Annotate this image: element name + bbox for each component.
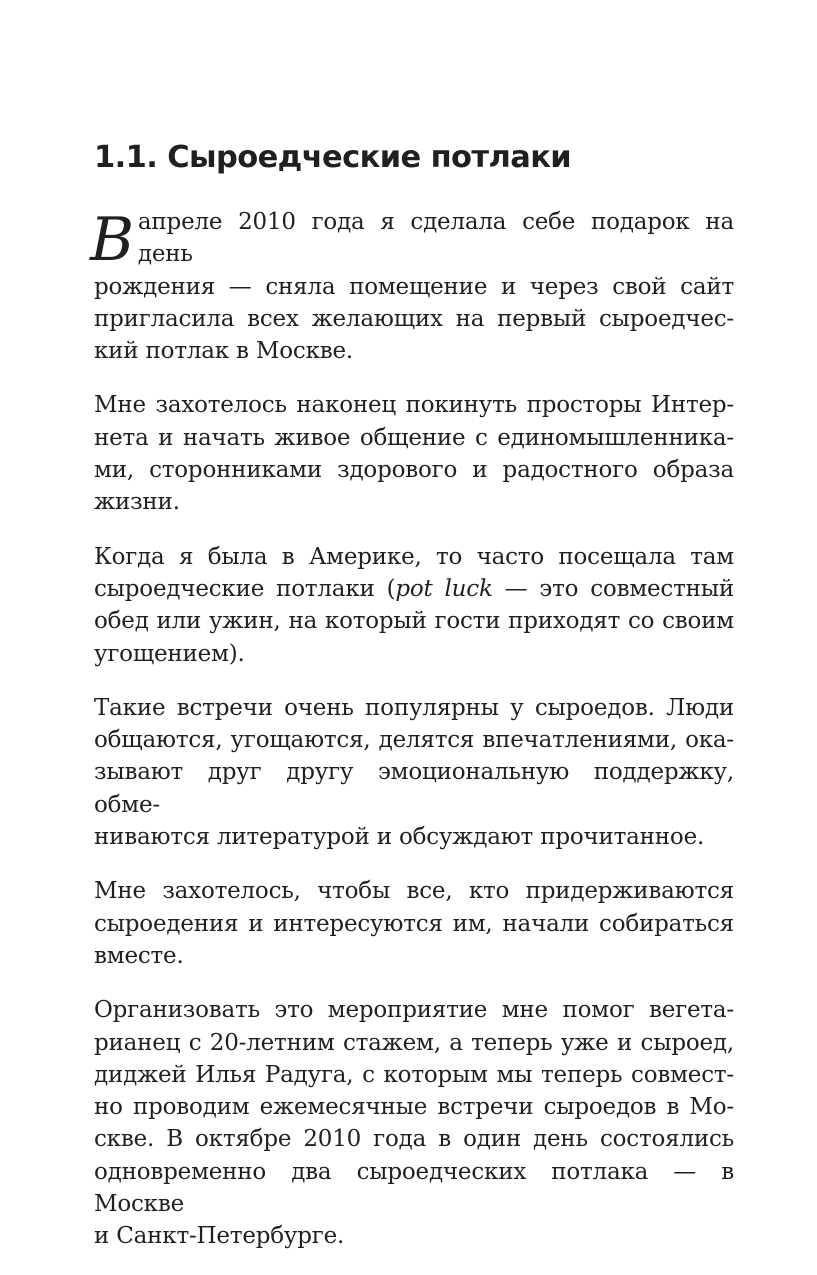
paragraph-1: [90, 205, 734, 367]
text-line: сыроедения и интересуются им, начали собираться: [94, 910, 734, 937]
text-line: одновременно два сыроедческих потлака — в Москве: [94, 1158, 734, 1218]
text-line: диджей Илья Радуга, с которым мы теперь совмест-: [94, 1061, 734, 1088]
text-line: общаются, угощаются, делятся впечатлениями, ока-: [94, 727, 734, 754]
text-segment: — это совместный: [492, 575, 734, 602]
text-line: Когда я была в Америке, то часто посещала там: [94, 543, 734, 570]
paragraph-3: [94, 541, 734, 670]
paragraph-4: [94, 692, 734, 853]
text-line: Такие встречи очень популярны у сыроедов. Люди: [94, 694, 734, 721]
text-line: вместе.: [94, 942, 184, 969]
text-line: ниваются литературой и обсуждают прочитанное.: [94, 824, 705, 851]
text-line: Мне захотелось, чтобы все, кто придерживаются: [94, 878, 734, 905]
text-line: жизни.: [94, 489, 180, 516]
text-line: пригласила всех желающих на первый сыроедчес-: [94, 305, 734, 332]
text-line: нета и начать живое общение с единомышленника-: [94, 424, 734, 451]
text-line: обед или ужин, на который гости приходят со своим: [94, 608, 734, 635]
text-line: [94, 573, 734, 605]
paragraph-5: [94, 875, 734, 972]
section-heading: 1.1. Сыроедческие потлаки: [94, 140, 572, 175]
italic-term: pot luck: [395, 575, 493, 602]
drop-cap: В: [90, 205, 134, 275]
text-line: но проводим ежемесячные встречи сыроедов в Мо-: [94, 1094, 734, 1121]
text-line: кий потлак в Москве.: [94, 338, 354, 365]
text-segment: сыроедческие потлаки (: [94, 575, 396, 602]
page-content: [90, 138, 734, 1275]
text-line: апреле 2010 года я сделала себе подарок на день: [137, 209, 734, 268]
paragraph-2: [94, 389, 734, 518]
text-line: угощением).: [94, 640, 245, 667]
text-line: рианец с 20-летним стажем, а теперь уже и сыроед,: [94, 1029, 734, 1056]
text-line: Организовать это мероприятие мне помог вегета-: [94, 997, 734, 1024]
text-line: скве. В октябре 2010 года в один день состоялись: [94, 1126, 734, 1153]
text-line: зывают друг другу эмоциональную поддержку, обме-: [94, 759, 734, 818]
text-line: рождения — сняла помещение и через свой сайт: [94, 273, 734, 300]
text-line: Мне захотелось наконец покинуть просторы Интер-: [94, 392, 734, 419]
paragraph-6: [94, 994, 734, 1252]
text-line: и Санкт-Петербурге.: [94, 1223, 345, 1250]
text-line: ми, сторонниками здорового и радостного образа: [94, 457, 734, 484]
